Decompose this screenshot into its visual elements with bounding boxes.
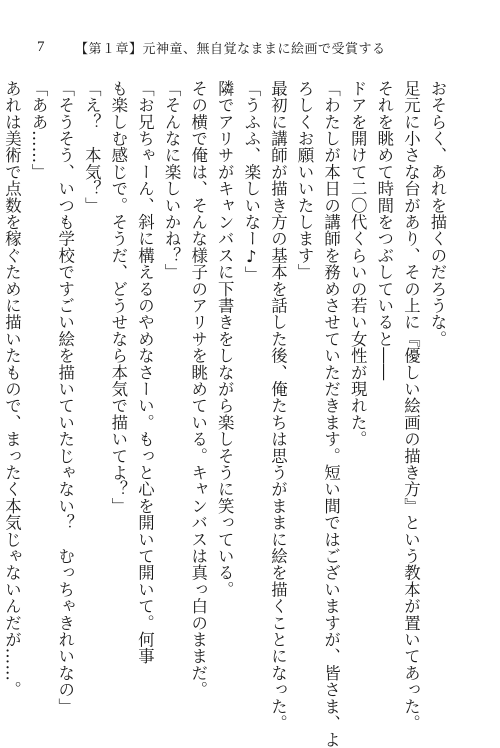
text-line-12: 「お兄ちゃーん、斜に構えるのやめなさーい。もっと心を開いて開いて。何事: [135, 80, 155, 665]
text-line-3: それを眺めて時間をつぶしていると――: [374, 80, 394, 381]
text-line-10: その横で俺は、そんな様子のアリサを眺めている。キャンバスは真っ白のままだ。: [188, 80, 208, 698]
text-line-4: ドアを開けて二〇代くらいの若い女性が現れた。: [348, 80, 368, 448]
text-line-1: おそらく、あれを描くのだろうな。: [428, 80, 447, 348]
chapter-title: 【第１章】元神童、無自覚なままに絵画で受賞する: [75, 41, 386, 57]
text-line-7: 最初に講師が描き方の基本を話した後、俺たちは思うがままに絵を描くことになった。: [268, 80, 288, 732]
page-header: [37, 36, 386, 58]
text-line-6: ろしくお願いいたします」: [295, 80, 315, 281]
page-number: 7: [37, 38, 45, 55]
text-line-8: 「うふふ、楽しいなー♪」: [241, 80, 261, 283]
text-line-16: 「ああ……」: [29, 80, 49, 181]
text-line-2: 足元に小さな台があり、その上に『優しい絵画の描き方』という教本が置いてあった。: [401, 80, 421, 732]
text-line-13: も楽しむ感じで。そうだ、どうせなら本気で描いてよ？」: [108, 80, 128, 515]
text-line-9: 隣でアリサがキャンバスに下書きをしながら楽しそうに笑っている。: [215, 80, 235, 598]
vertical-body-text: [2, 80, 450, 748]
text-line-15: 「そうそう、いつも学校ですごい絵を描いていたじゃない？ むっちゃきれいなの」: [55, 80, 75, 715]
text-line-14: 「え？ 本気？」: [82, 80, 102, 214]
text-line-17: あれは美術で点数を稼ぐために描いたもので、まったく本気じゃないんだが……。: [2, 80, 22, 698]
text-line-5: 「わたしが本日の講師を務めさせていただきます。短い間ではございますが、皆さま、よ: [321, 80, 341, 748]
text-line-11: 「そんなに楽しいかね？」: [162, 80, 182, 281]
